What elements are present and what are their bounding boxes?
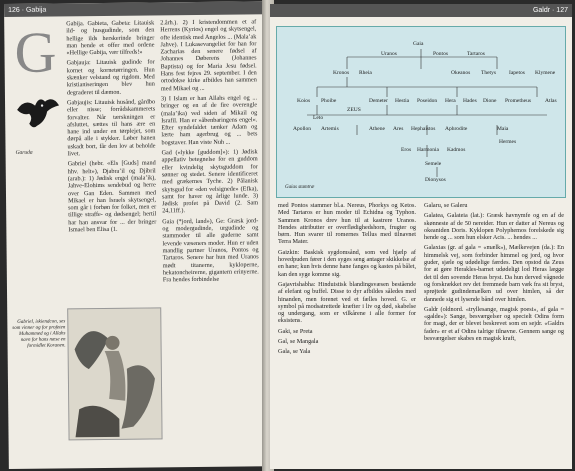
- tree-node: Gaia: [413, 41, 424, 47]
- left-column-2: [160, 18, 259, 286]
- gabriel-caption: Gabriel, iskiendcon, ses som vinner og for profeten Muhammed og i Allahs navn for hans næse en formidlet Koranen.: [12, 319, 66, 349]
- tree-node: Hera: [445, 98, 456, 104]
- entry-text: Gal, se Mangala: [278, 338, 319, 346]
- tree-node: Thetys: [481, 70, 496, 76]
- entry-text: Galatea, Galateia (lat.): Græsk havnymfe og en af de skønneste af de 50 nereider. Hun er datter af Nereus og okeaniden Doris. Kyklopen Polyphemos forelskede sig hende og ... som hun elsker Acis. ... hendes ...: [424, 212, 564, 242]
- tree-node: Poseidon: [417, 98, 438, 104]
- tree-node: Maia: [497, 126, 509, 132]
- entry-text: Galdr (oldnord. «tryllesange, magisk poesi», af gala = «galde»): Sange, besværgelser og specielt Odins form for magi, der er blevet beskrevet som en sejdr. «Galdrs fader» er et af Odins talrige tilnavne. Gennem sange og besværgelser skabes en magisk kraft,: [424, 305, 564, 343]
- diagram-caption: Gaias stamtræ: [285, 185, 315, 190]
- tree-node: Prometheus: [505, 98, 531, 104]
- tree-node: Eros: [401, 147, 412, 153]
- entry-text: 2.årh.). 2) I kristendommen et af Herrens (Kyrios) engel og skytsengel, ofte identisk med Angelos ... (Mala’ak Jahve). I Lukasevangeliet for han for Zacharias den senere fødsel af Johannes Døberens (Johannes Baptista) og for Maria Jesu fødsel. Hans fest fejres 29. september. I den ortodokse kirke afbildes han sammen med Mikael og ...: [160, 18, 257, 93]
- entry-text: Gabjauja: Litauisk gudinde for kornet og kornetørringen. Hun skænker velstand og rigdom. Med kristianiseringen blev hun degraderet til dæmon.: [66, 58, 155, 97]
- angel-illustration-icon: [68, 308, 161, 439]
- right-page-header: Galdr · 127: [270, 4, 572, 17]
- tree-node: Leto: [313, 115, 324, 121]
- gaia-family-tree-diagram: [276, 26, 566, 198]
- tree-node: Semele: [425, 161, 442, 167]
- tree-node: Athene: [369, 126, 385, 132]
- tree-node: Dione: [483, 98, 497, 104]
- tree-node: Dionysos: [425, 177, 446, 183]
- right-page: [270, 4, 572, 469]
- tree-node: Hades: [463, 98, 477, 104]
- tree-node: Kronos: [333, 70, 350, 76]
- tree-node: Hestia: [395, 98, 410, 104]
- tree-node: Pontos: [433, 51, 448, 57]
- left-page: [4, 1, 271, 469]
- tree-node: Uranos: [381, 51, 397, 57]
- entry-text: 3) I Islam er han Allahs engel og ... bringer og en af de fire overengle (mala’ika) ved siden af Mikail og Israfil. Han er »åbenbaringens engel«. Efter syndefaldet tænker Adam og lærte ham agerbrug og ... bets bogstaver. Han viste Nuh ...: [160, 94, 258, 147]
- tree-node: Ares: [393, 126, 404, 132]
- entry-text: Gaki, se Preta: [278, 327, 313, 335]
- tree-node: Demeter: [369, 98, 388, 104]
- tree-node: Iapetos: [509, 70, 525, 76]
- tree-node: ZEUS: [347, 107, 361, 113]
- tree-node: Klymene: [535, 70, 556, 76]
- garuda-caption: Garuda: [15, 149, 33, 156]
- tree-node: Phoibe: [321, 98, 337, 104]
- tree-node: Apollon: [293, 126, 312, 132]
- tree-node: Koios: [297, 98, 311, 104]
- garuda-icon: [15, 91, 61, 131]
- right-column-2: [424, 202, 564, 345]
- family-tree-lines: [277, 27, 565, 197]
- drop-cap-letter: G: [14, 19, 57, 85]
- tree-node: Kadmos: [447, 147, 466, 153]
- entry-text: Gabjaujis: Litauisk husånd, gårdbo eller nisse; forrådskammerets forvalter. Når tærskningen er afsluttet, sættes til hans ære en hane ind under en tørplejet, som dørpå alle i stykker. Løber hanen uskadt bort, får den lov at beholde livet.: [67, 98, 156, 158]
- tree-node: Aphrodite: [445, 126, 468, 132]
- tree-node: Atlas: [545, 98, 557, 104]
- entry-text: Gad («lykke [guddom]»): 1) Jødisk appellativ betegnelse for en guddom eller kvindelig skytsguddom for sønner og stedet. Senere identificeret med grækernes Tyche. 2) Pålanisk skytsgud for «den velsignede» (Efka), samt for haver og årlige lunde. 3) Jødisk profet på David (2. Sam 24,11ff.).: [161, 148, 259, 215]
- entry-text: Gabija. Gabieta, Gabeta: Litauisk ild- og husgudinde, som den hellige ilds herskerinde bringer man hende et offer med ordene «Hellige Gabija, vær tilfreds!»: [66, 19, 155, 57]
- entry-text: Gaizkin: Baskisk sygdomsånd, som ved hjælp af hovedpuden fører i den syges seng antager skikkelse af en hane; kun hvis denne hane fanges og kastes på bålet, kan den syge komme sig.: [278, 248, 416, 278]
- entry-text: Gala, se Yala: [278, 348, 311, 356]
- entry-text: Galaru, se Galeru: [424, 202, 468, 209]
- left-column-1: [66, 19, 156, 236]
- left-page-header: 126 · Gabija: [4, 1, 266, 17]
- entry-text: Gabriel (hebr. «Els [Guds] mand hhv. helt»), Djabra’il og Djibril (arab.): 1) Jødisk engel (mala’ik), Jahve-Elohims sendebud og herre over Gan Eden. Sammen med Mikael er han Israels skytsengel, som går i forbøn for folket, men er tillige straffe- og dødsengel; hertil har han ansvar for ... der bringer Ismael ben Elisa (1.: [67, 159, 157, 234]
- tree-node: Rheia: [359, 70, 372, 76]
- gabriel-illustration: [67, 307, 162, 440]
- tree-node: Tartaros: [467, 51, 485, 57]
- entry-text: Gajavrishabha: Hinduistisk blandingsvæsen bestående af elefant og buffel. Disse to dyr afbildes således med hinanden, men forenet ved et fælles hoved. G. er symbol på modsatrettede kræfter i liv og død, skabelse og undergang, som er vilkårene i alle former for eksistens.: [278, 280, 416, 325]
- entry-text: Gaia (*jord, land»), Ge: Græsk jord- og modergudinde, urgudinde og stammoder til alle guderne samt levende væseners moder. Hun er uden mandlig partner Uranos, Pontos og Tartaros. Senere har hun med Uranos mødt titanerne, kykloperne, hekatoncheirerne, gigantern erinyerne. Fra hendes forbindelse: [162, 217, 259, 284]
- right-column-1: [278, 202, 416, 359]
- entry-text: Galaxias (gr. af gala = «mælk»), Mælkevejen (da.): En himmelsk vej, som forbinder himmel og jord, og hvor guder, sjæle og udødelige færdes. Den opstod da Zeus for at gøre Herakles-barnet udødeligt lod Heras lægge det til den sovende Heras bryst. Da hun derved vågnede og forskrækket rev det fremmede barn væk fra sit bryst, sprøjtede gudindemælken ud over himlen, så der dannede sig et lysende bånd over himlen.: [424, 244, 564, 303]
- entry-text: med Pontos stammer bl.a. Nereus, Phorkys og Ketos. Med Tartaros er hun moder til Echidna og Typhon. Sammen Kronos drev hun til at kastrere Uranos. Hendes attributter er overflødighedshorn, frugter og børn. Hun svarer til romernes Tellus med tilnavnet Terra Mater.: [278, 202, 416, 246]
- tree-node: Hermes: [499, 139, 517, 145]
- tree-node: Hephaistos: [411, 126, 436, 132]
- tree-node: Harmonia: [417, 147, 439, 153]
- tree-node: Okeanos: [451, 70, 471, 76]
- tree-node: Artemis: [321, 126, 339, 132]
